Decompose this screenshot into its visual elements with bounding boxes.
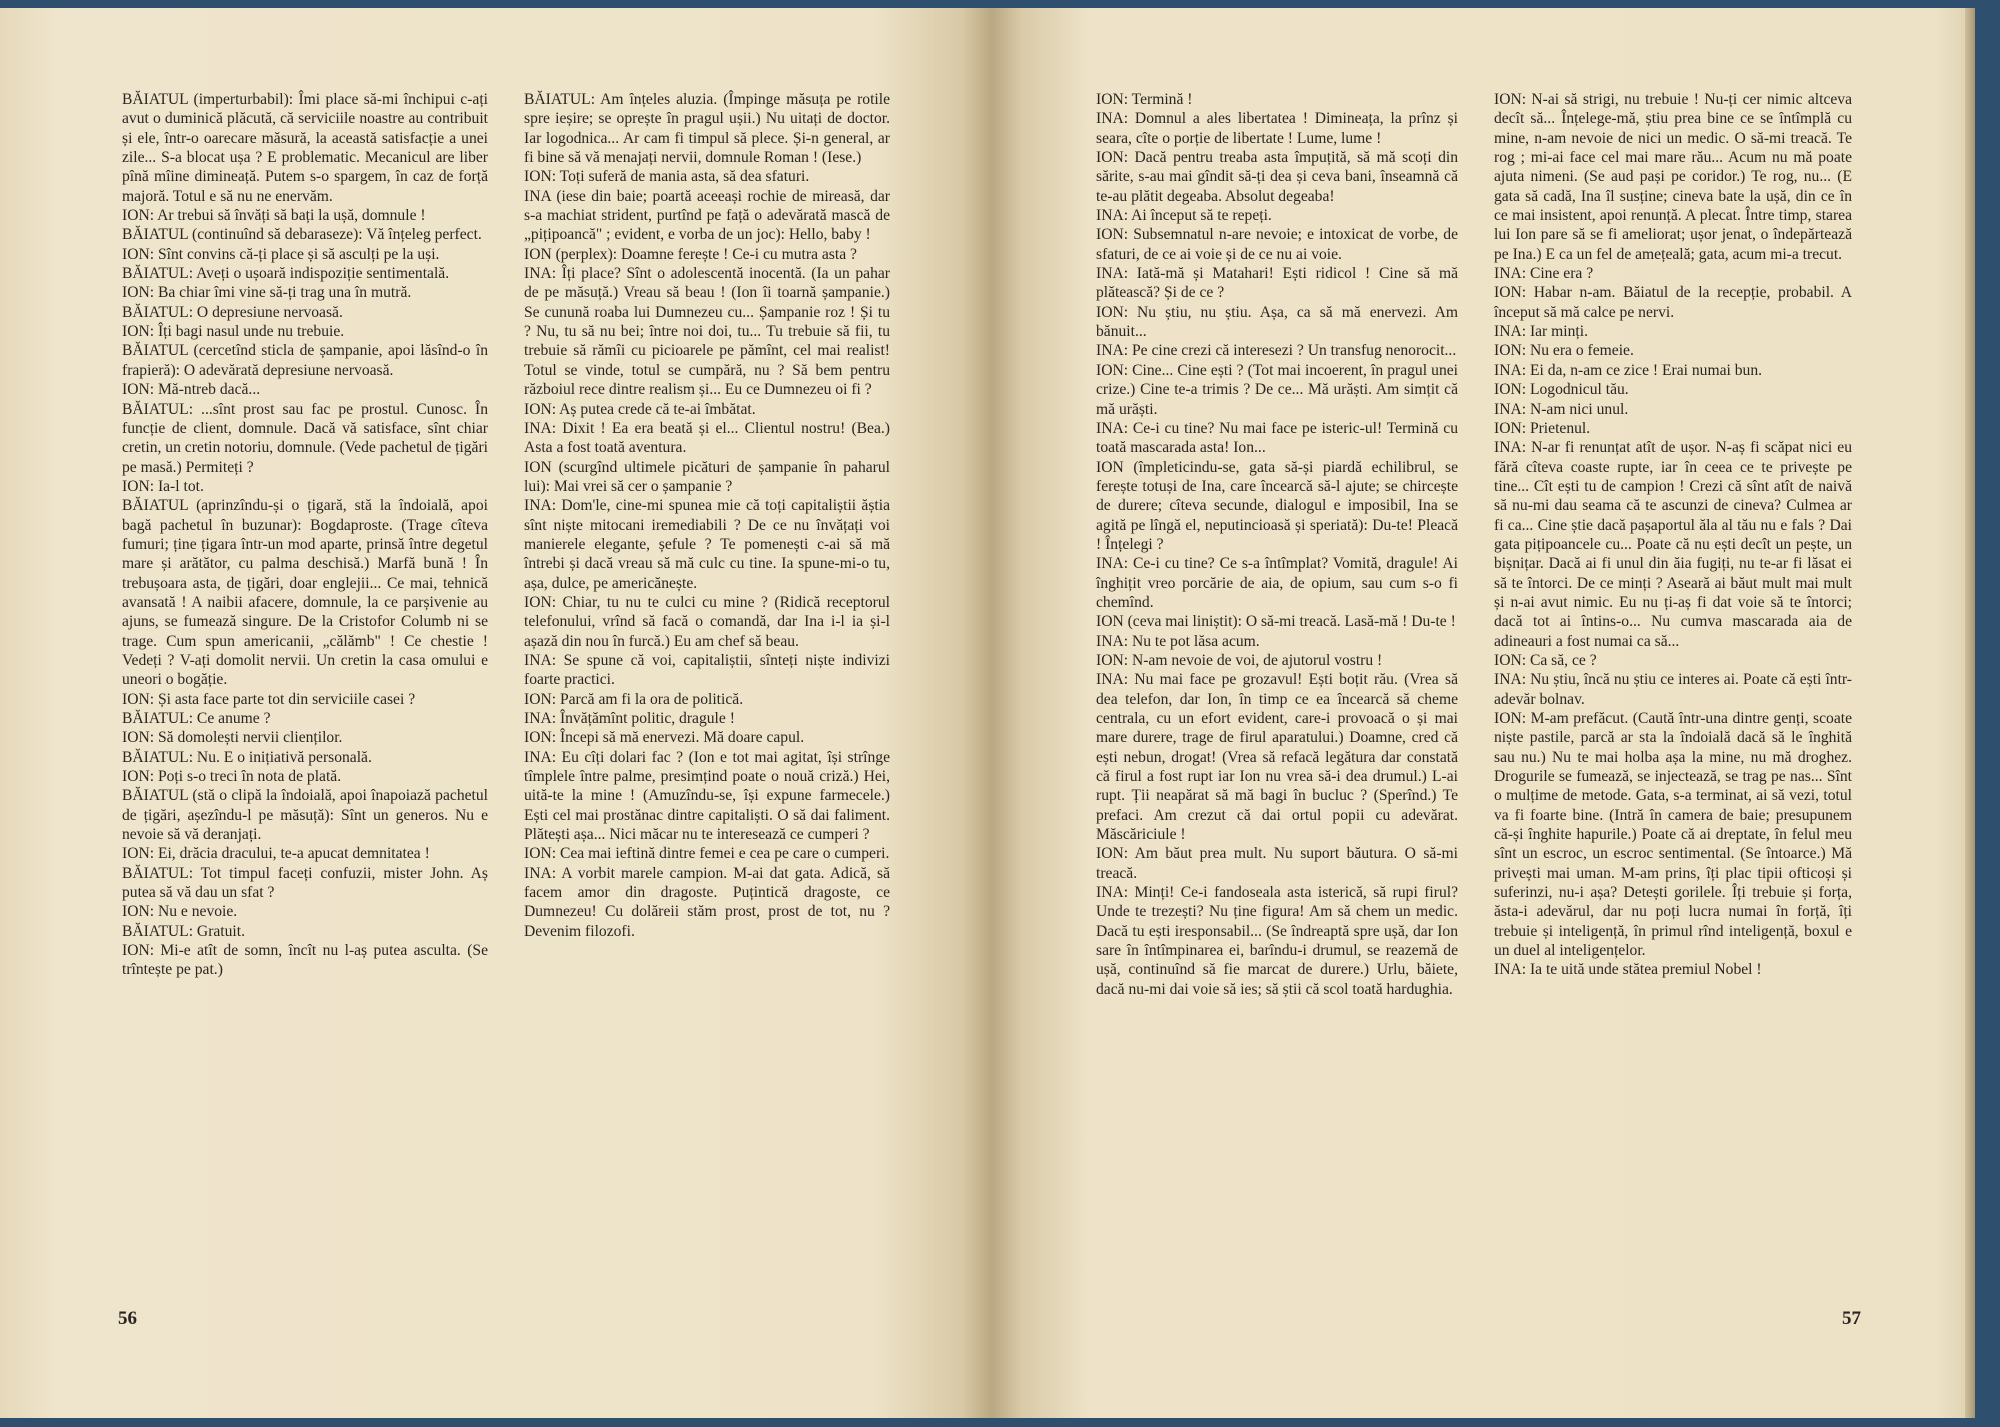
dialogue-paragraph: ION: Termină ! bbox=[1096, 91, 1193, 108]
left-page-column-2 bbox=[524, 90, 890, 941]
dialogue-paragraph: INA: N-ar fi renunțat atît de ușor. N-aș fi scăpat nici eu fără cîteva coaste rupte, iar în ceea ce te privește pe tine... Cît ești tu de campion ! Crezi că sînt atît de naivă să nu-mi dau seama că te ascunzi de cineva? Culmea ar fi ca... Cine știe dacă pașaportul ăla al tău nu e fals ? Dai gata pițipoancele cu... Poate că nu ești decît un pește, un bișnițar. Dacă ai fi unul din ăia fugiți, nu te-ar fi lăsat ei să te întorci. De ce minți ? Aseară ai băut mult mai mult și n-ai avut nimic. Eu nu ți-aș fi dat voie să te întorci; dacă tot ai întins-o... Nu cumva mascarada aia de adineauri a fost numai ca să... bbox=[1494, 439, 1852, 650]
dialogue-paragraph: ION: Aș putea crede că te-ai îmbătat. bbox=[524, 400, 756, 418]
dialogue-paragraph: INA: N-am nici unul. bbox=[1494, 400, 1629, 418]
dialogue-paragraph: ION (perplex): Doamne ferește ! Ce-i cu mutra asta ? bbox=[524, 245, 857, 263]
page-number-right: 57 bbox=[1842, 1308, 1861, 1329]
dialogue-paragraph: INA: Nu te pot lăsa acum. bbox=[1096, 632, 1260, 650]
dialogue-paragraph: INA: Eu cîți dolari fac ? (Ion e tot mai agitat, își strînge tîmplele între palme, presimțind poate o nouă criză.) Hei, uită-te la mine ! (Amuzîndu-se, își expune farmecele.) Ești cel mai prostănac dintre capitaliști. O să dai faliment. Plătești așa... Nici măcar nu te interesează ce cumperi ? bbox=[524, 748, 890, 844]
dialogue-paragraph: ION: Îți bagi nasul unde nu trebuie. bbox=[122, 323, 345, 341]
dialogue-paragraph: ION: Cine... Cine ești ? (Tot mai incoerent, în pragul unei crize.) Cine te-a trimis ? De ce... Mă urăști. Am simțit că mă urăști. bbox=[1096, 361, 1458, 418]
dialogue-paragraph: INA: Nu mai face pe grozavul! Ești boțit rău. (Vrea să dea telefon, dar Ion, în timp ce ea încearcă să cheme centrala, cu un efort evident, care-i provoacă o și mai mare durere, trage de firul aparatului.) Doamne, cred că ești nebun, drogat! (Vrea să refacă legătura dar constată că firul a fost rupt iar Ion nu vrea să-i dea drumul.) L-ai rupt. Ții neapărat să mă bagi în bucluc ? (Sperînd.) Te prefaci. Am crezut că dai ortul popii cu adevărat. Măscăriciule ! bbox=[1096, 671, 1458, 844]
left-page bbox=[0, 8, 992, 1418]
dialogue-paragraph: ION: Și asta face parte tot din serviciile casei ? bbox=[122, 690, 416, 708]
dialogue-paragraph: ION: Prietenul. bbox=[1494, 419, 1591, 437]
dialogue-paragraph: INA: Învățămînt politic, dragule ! bbox=[524, 710, 735, 727]
dialogue-paragraph: BĂIATUL (aprinzîndu-și o țigară, stă la îndoială, apoi bagă pachetul în buzunar): Bogdaproste. (Trage cîteva fumuri; ține țigara într-un mod aparte, prinsă între degetul mare și arătător, cu palma deschisă.) Marfă bună ! În trebușoara asta, de țigări, doar englejii... Ce mai, tehnică avansată ! A naibii afacere, domnule, la ce parșivenie au ajuns, se fumează singure. De la Cristofor Columb ni se trage. Cum spun americanii, „călămb" ! Ce chestie ! Vedeți ? V-ați domolit nervii. Un cretin la casa omului e uneori o bogăție. bbox=[122, 497, 488, 689]
dialogue-paragraph: ION: Subsemnatul n-are nevoie; e intoxicat de vorbe, de sfaturi, de ce ai voie și de ce nu ai voie. bbox=[1096, 226, 1458, 263]
dialogue-paragraph: ION: Poți s-o treci în nota de plată. bbox=[122, 768, 342, 786]
dialogue-paragraph: ION (ceva mai liniștit): O să-mi treacă. Lasă-mă ! Du-te ! bbox=[1096, 613, 1456, 631]
dialogue-paragraph: ION: Nu știu, nu știu. Așa, ca să mă enervezi. Am bănuit... bbox=[1096, 303, 1458, 341]
dialogue-paragraph: ION: Nu era o femeie. bbox=[1494, 342, 1634, 360]
dialogue-paragraph: INA: Ce-i cu tine? Nu mai face pe isteric-ul! Termină cu toată mascarada asta! Ion... bbox=[1096, 419, 1458, 457]
dialogue-paragraph: BĂIATUL: Tot timpul faceți confuzii, mister John. Aș putea să vă dau un sfat ? bbox=[122, 864, 488, 902]
dialogue-paragraph: BĂIATUL (imperturbabil): Îmi place să-mi închipui c-ați avut o duminică plăcută, că serviciile noastre au contribuit și ele, într-o oarecare măsură, la această satisfacție a unei zile... S-a blocat ușa ? E problematic. Mecanicul are liber pînă mîine dimineață. Putem s-o spargem, în caz de forță majoră. Totul e să nu ne enervăm. bbox=[122, 91, 488, 205]
dialogue-paragraph: ION: Sînt convins că-ți place și să asculți pe la uși. bbox=[122, 245, 440, 263]
dialogue-paragraph: INA: Pe cine crezi că interesezi ? Un transfug nenorocit... bbox=[1096, 342, 1457, 360]
dialogue-paragraph: INA: Ai început să te repeți. bbox=[1096, 207, 1272, 225]
dialogue-paragraph: ION: Chiar, tu nu te culci cu mine ? (Ridică receptorul telefonului, vrînd să facă o comandă, dar Ina i-l ia și-l așază din nou în furcă.) Eu am chef să beau. bbox=[524, 593, 890, 650]
dialogue-paragraph: INA: Cine era ? bbox=[1494, 265, 1594, 283]
left-page-column-1 bbox=[122, 90, 488, 980]
dialogue-paragraph: INA: Dom'le, cine-mi spunea mie că toți capitaliștii ăștia sînt niște mitocani iremediabili ? De ce nu învățați voi manierele elegante, șefule ? Te pomenești c-ai să mă întrebi și dacă vreau să mă culc cu tine. Ia spune-mi-o tu, așa, dulce, pe americănește. bbox=[524, 497, 890, 592]
dialogue-paragraph: INA: Ce-i cu tine? Ce s-a întîmplat? Vomită, dragule! Ai înghițit vreo porcărie de aia, de opium, sau cum s-o fi chemînd. bbox=[1096, 555, 1458, 611]
dialogue-paragraph: INA: A vorbit marele campion. M-ai dat gata. Adică, să facem amor din dragoste. Puțintică dragoste, ce Dumnezeu! Cu dolăreii stăm prost, prost de tot, nu ? Devenim filozofi. bbox=[524, 864, 890, 940]
book-spread bbox=[0, 8, 1985, 1418]
dialogue-paragraph: BĂIATUL: Ce anume ? bbox=[122, 710, 271, 727]
dialogue-paragraph: BĂIATUL (stă o clipă la îndoială, apoi înapoiază pachetul de țigări, așezîndu-l pe măsuță): Sînt un generos. Nu e nevoie să vă deranjați. bbox=[122, 787, 488, 844]
dialogue-paragraph: INA: Minți! Ce-i fandoseala asta isterică, să rupi firul? Unde te trezești? Nu ține figura! Am să chem un medic. Dacă tu ești iresponsabil... (Se îndreaptă spre ușă, dar Ion sare în întîmpinarea ei, barîndu-i drumul, se reazemă de ușă, continuînd să fie marcat de durere.) Urlu, băiete, dacă nu-mi dai voie să ies; să știi că scol toată hardughia. bbox=[1096, 884, 1458, 998]
dialogue-paragraph: ION: Ca să, ce ? bbox=[1494, 651, 1597, 669]
dialogue-paragraph: ION: Habar n-am. Băiatul de la recepție, probabil. A început să mă calce pe nervi. bbox=[1494, 284, 1852, 321]
dialogue-paragraph: ION: Mă-ntreb dacă... bbox=[122, 381, 261, 399]
dialogue-paragraph: BĂIATUL: Am înțeles aluzia. (Împinge măsuța pe rotile spre ieșire; se oprește în pragul ușii.) Nu uitați de doctor. Iar logodnica... Ar cam fi timpul să plece. Și-n general, ar fi bine să vă menajați nervii, domnule Roman ! (Iese.) bbox=[524, 91, 890, 167]
dialogue-paragraph: INA: Îți place? Sînt o adolescentă inocentă. (Ia un pahar de pe măsuță.) Vreau să beau ! (Ion îi toarnă șampanie.) Se cunună roaba lui Dumnezeu cu... Șampanie roz ! Și tu ? Nu, tu să nu bei; între noi doi, tu... Tu trebuie să fii, tu trebuie să rămîi cu picioarele pe pămînt, cel mai realist! Totul se vinde, totul se cumpără, nu ? Să bem pentru războiul rece dintre realism și... Eu ce Dumnezeu oi fi ? bbox=[524, 265, 890, 399]
dialogue-paragraph: INA: Domnul a ales libertatea ! Dimineața, la prînz și seara, cîte o porție de libertate ! Lume, lume ! bbox=[1096, 110, 1458, 147]
page-number-left: 56 bbox=[118, 1308, 137, 1329]
dialogue-paragraph: INA: Nu știu, încă nu știu ce interes ai. Poate că ești într-adevăr bolnav. bbox=[1494, 671, 1852, 708]
dialogue-paragraph: ION: Nu e nevoie. bbox=[122, 903, 238, 921]
dialogue-paragraph: INA: Iată-mă și Matahari! Ești ridicol ! Cine să mă plătească? Și de ce ? bbox=[1096, 265, 1458, 302]
dialogue-paragraph: ION: N-ai să strigi, nu trebuie ! Nu-ți cer nimic altceva decît să... Înțelege-mă, știu prea bine ce se întîmplă cu mine, n-am nevoie de nici un medic. O să-mi treacă. Te rog ; mi-ai face cel mai mare rău... Acum nu mă poate ajuta nimeni. (Se aud pași pe coridor.) Te rog, nu... (E gata să cadă, Ina îl susține; cineva bate la ușă, din ce în ce mai insistent, apoi renunță. A plecat. Între timp, starea lui Ion pare să se fi ameliorat; ușor jenat, o îndepărtează pe Ina.) E ca un fel de amețeală; gata, acum mi-a trecut. bbox=[1494, 91, 1852, 263]
dialogue-paragraph: ION: Să domolești nervii clienților. bbox=[122, 729, 343, 747]
dialogue-paragraph: ION: Toți suferă de mania asta, să dea sfaturi. bbox=[524, 168, 810, 186]
dialogue-paragraph: BĂIATUL (continuînd să debaraseze): Vă înțeleg perfect. bbox=[122, 226, 482, 244]
dialogue-paragraph: ION: Ba chiar îmi vine să-ți trag una în mutră. bbox=[122, 284, 412, 302]
dialogue-paragraph: INA: Ei da, n-am ce zice ! Erai numai bun. bbox=[1494, 361, 1763, 379]
dialogue-paragraph: BĂIATUL: Aveți o ușoară indispoziție sentimentală. bbox=[122, 265, 450, 283]
dialogue-paragraph: ION: Mi-e atît de somn, încît nu l-aș putea asculta. (Se trîntește pe pat.) bbox=[122, 942, 488, 979]
right-page-column-2 bbox=[1494, 90, 1852, 980]
dialogue-paragraph: ION: Începi să mă enervezi. Mă doare capul. bbox=[524, 729, 805, 747]
dialogue-paragraph: BĂIATUL: O depresiune nervoasă. bbox=[122, 303, 343, 321]
dialogue-paragraph: ION: Dacă pentru treaba asta împuțită, să mă scoți din sărite, s-au mai gîndit să-ți dea și ceva bani, înseamnă că te-au plătit degeaba. Absolut degeaba! bbox=[1096, 149, 1458, 205]
dialogue-paragraph: BĂIATUL: Nu. E o inițiativă personală. bbox=[122, 748, 372, 766]
dialogue-paragraph: ION: Parcă am fi la ora de politică. bbox=[524, 690, 744, 708]
dialogue-paragraph: INA: Iar minți. bbox=[1494, 323, 1588, 341]
dialogue-paragraph: ION: Ar trebui să învăți să bați la ușă, domnule ! bbox=[122, 207, 426, 225]
right-page bbox=[992, 8, 1975, 1418]
dialogue-paragraph: BĂIATUL: Gratuit. bbox=[122, 922, 245, 940]
right-page-column-1 bbox=[1096, 90, 1458, 999]
dialogue-paragraph: ION: Am băut prea mult. Nu suport băutura. O să-mi treacă. bbox=[1096, 845, 1458, 882]
dialogue-paragraph: ION: M-am prefăcut. (Caută într-una dintre genți, scoate niște pastile, parcă ar sta la îndoială dacă să le înghită sau nu.) Nu te mai holba așa la mine, nu mă droghez. Drogurile se fumează, se injectează, se trag pe nas... Sînt o mulțime de metode. Gata, s-a terminat, ai să vezi, totul va fi foarte bine. (Intră în camera de baie; presupunem că-și înghite hapurile.) Poate că ai dreptate, în felul meu sînt un escroc, un escroc sentimental. (Se întoarce.) Mă privești mai uman. M-am prins, îți plac tipii ofticoși și suferinzi, nu-i așa? Detești gorilele. Îți trebuie și forța, ăsta-i adevărul, dar nu poți lucra numai în forță, îți trebuie și inteligență, în primul rînd inteligență, boxul e un duel al inteligențelor. bbox=[1494, 710, 1852, 960]
dialogue-paragraph: ION: N-am nevoie de voi, de ajutorul vostru ! bbox=[1096, 651, 1383, 669]
dialogue-paragraph: INA: Dixit ! Ea era beată și el... Clientul nostru! (Bea.) Asta a fost toată aventura. bbox=[524, 419, 890, 457]
dialogue-paragraph: ION: Cea mai ieftină dintre femei e cea pe care o cumperi. bbox=[524, 845, 890, 863]
dialogue-paragraph: ION: Logodnicul tău. bbox=[1494, 381, 1629, 399]
dialogue-paragraph: BĂIATUL: ...sînt prost sau fac pe prostul. Cunosc. În funcție de client, domnule. Dacă vă satisface, sînt chiar cretin, un cretin notoriu, domnule. (Vede pachetul de țigări pe masă.) Permiteți ? bbox=[122, 400, 488, 476]
dialogue-paragraph: BĂIATUL (cercetînd sticla de șampanie, apoi lăsînd-o în frapieră): O adevărată depresiune nervoasă. bbox=[122, 342, 488, 379]
dialogue-paragraph: ION: Ia-l tot. bbox=[122, 477, 204, 495]
dialogue-paragraph: INA: Ia te uită unde stătea premiul Nobel ! bbox=[1494, 961, 1762, 979]
dialogue-paragraph: ION (împleticindu-se, gata să-și piardă echilibrul, se ferește totuși de Ina, care încearcă să-l ajute; se chircește de durere; cîteva secunde, dialogul e imposibil, Ina se agită pe lîngă el, neputincioasă și speriată): Du-te! Pleacă ! Înțelegi ? bbox=[1096, 458, 1458, 553]
dialogue-paragraph: INA (iese din baie; poartă aceeași rochie de mireasă, dar s-a machiat strident, purtînd pe față o adevărată mască de „pițipoancă" ; evident, e vorba de un joc): Hello, baby ! bbox=[524, 187, 890, 244]
page-edge bbox=[1965, 8, 1975, 1418]
dialogue-paragraph: ION (scurgînd ultimele picături de șampanie în paharul lui): Mai vrei să cer o șampanie ? bbox=[524, 458, 890, 495]
dialogue-paragraph: INA: Se spune că voi, capitaliștii, sînteți niște indivizi foarte practici. bbox=[524, 651, 890, 689]
dialogue-paragraph: ION: Ei, drăcia dracului, te-a apucat demnitatea ! bbox=[122, 845, 430, 863]
